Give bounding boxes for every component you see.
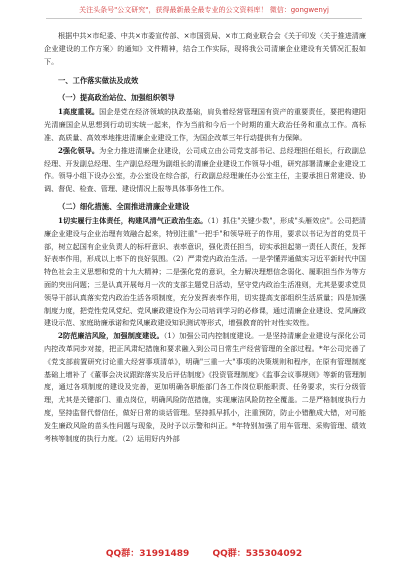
paragraph-lead: 1切实履行主体责任，构建风清气正政治生态。 xyxy=(58,215,208,225)
section-heading: 一、工作落实做法及成效 xyxy=(58,76,139,86)
paragraph-main-responsibility xyxy=(44,215,366,330)
qq-group-1: QQ群：31991489 xyxy=(105,549,190,559)
paragraph-lead: 2防范廉洁风险，加强制度建设。 xyxy=(58,331,164,341)
page-header-banner: 关注头条号"公文研究"，获得最新最全最专业的公文资料库！ 微信：gongwenyj xyxy=(79,6,329,14)
intro-paragraph: 根据中共×市纪委、中共×市委宣传部、×市国资局、×市工商业联合会《关于印发〈关于推进清廉企业建设的工作方案〉的通知》文件精神，结合工作实际，现将我公司清廉企业建设有关情况汇报如下。 xyxy=(44,31,366,66)
qq-group-2: QQ群：535304092 xyxy=(212,549,303,559)
page-footer xyxy=(0,548,408,560)
paragraph-text: （1）抓住"关键少数"，形成"头雁效应"。公司把清廉企业建设与企业治理有效融合起来，特别注重"一把手"和领导班子的作用，要求以书记为首的党员干部，树立起国有企业负责人的标杆意识、表率意识，强化责任担当，切实承担起第一责任人责任，发挥好表率作用，形成以上率下的良好氛围。（2）严肃党内政治生活。一是学懂弄通做实习近平新时代中国特色社会主义思想和党的十九大精神；二是强化党的意识，全力解决理想信念弱化、履职担当作为等方面的突出问题；三是认真开展每月一次的支部主题党日活动，坚守党内政治生活准则，尤其是要求党员领导干部认真落实党内政治生活各项制度，充分发挥表率作用，切实提高支部组织生活质量；四是加强制度力度，把党性党风党纪、党风廉政建设作为公司培训学习的必修课，通过清廉企业建设、党风廉政建设示范、家庭助廉承诺和党风廉政建设知识测试等形式，增强教育的针对性实效性。 xyxy=(44,215,366,328)
paragraph-text: 国企是党在经济领域的执政基础，肩负着经营管理国有资产的重要责任，要把构建阳光清廉国企从思想到行动切实统一起来，作为当前和今后一个时期的重大政治任务和重点工作。高标准、高质量、高效率地推进清廉企业建设工作，为国企改革三年行动提供有力保障。 xyxy=(44,107,366,142)
paragraph-text: （1）加强公司内控制度建设。一是坚持清廉企业建设与深化公司内控改革同步对接，把正风肃纪措施和要求融入到公司日常生产经营管理的全部过程。*年公司完善了《党支部前置研究讨论重大经营事项清单》，明确"三重一大"事项的决策规则和程序，在原有管理制度基础上增补了《董事会决议跟踪落实及后评估制度》《投资管理制度》《监事会议事规则》等新的管理制度，通过各项制度的建设及完善，更加明确各职能部门各工作岗位职能职责、任务要求，实行分级管理，尤其是关键部门、重点岗位，明确风险防范措施，实现廉洁风险防控全覆盖。二是严格制度执行力度，坚持监督代替信任，做好日常的谈话管理。坚持抓早抓小，注重预防，防止小错酿成大错，对可能发生廉政风险的苗头性问题与现象，及时予以示警和纠正。*年特别加强了用车管理、采购管理、绩效考核等制度的执行力度。（2）运用好内外部 xyxy=(44,331,366,443)
paragraph-lead: 1高度重视。 xyxy=(58,107,100,117)
subsection-heading-2: （二）细化措施、全面推进清廉企业建设 xyxy=(58,201,190,211)
header-divider xyxy=(46,18,362,19)
subsection-heading-1: （一）提高政治站位、加强组织领导 xyxy=(58,93,175,103)
document-body xyxy=(44,30,366,445)
paragraph-text: 为全力推进清廉企业建设，公司成立由公司党支部书记、总经理担任组长，行政副总经理、开发副总经理、生产副总经理为副组长的清廉企业建设工作领导小组，研究部署清廉企业建设工作。领导小组下设办公室，办公室设在综合部，行政副总经理兼任办公室主任，主要承担日常建设、协调、督促、检查、管理、建设情况上报等具体事务性工作。 xyxy=(44,145,366,194)
paragraph-lead: 2强化领导。 xyxy=(58,145,100,155)
paragraph-strengthen-leadership xyxy=(44,145,366,196)
paragraph-high-attention xyxy=(44,106,366,144)
paragraph-risk-prevention xyxy=(44,330,366,445)
